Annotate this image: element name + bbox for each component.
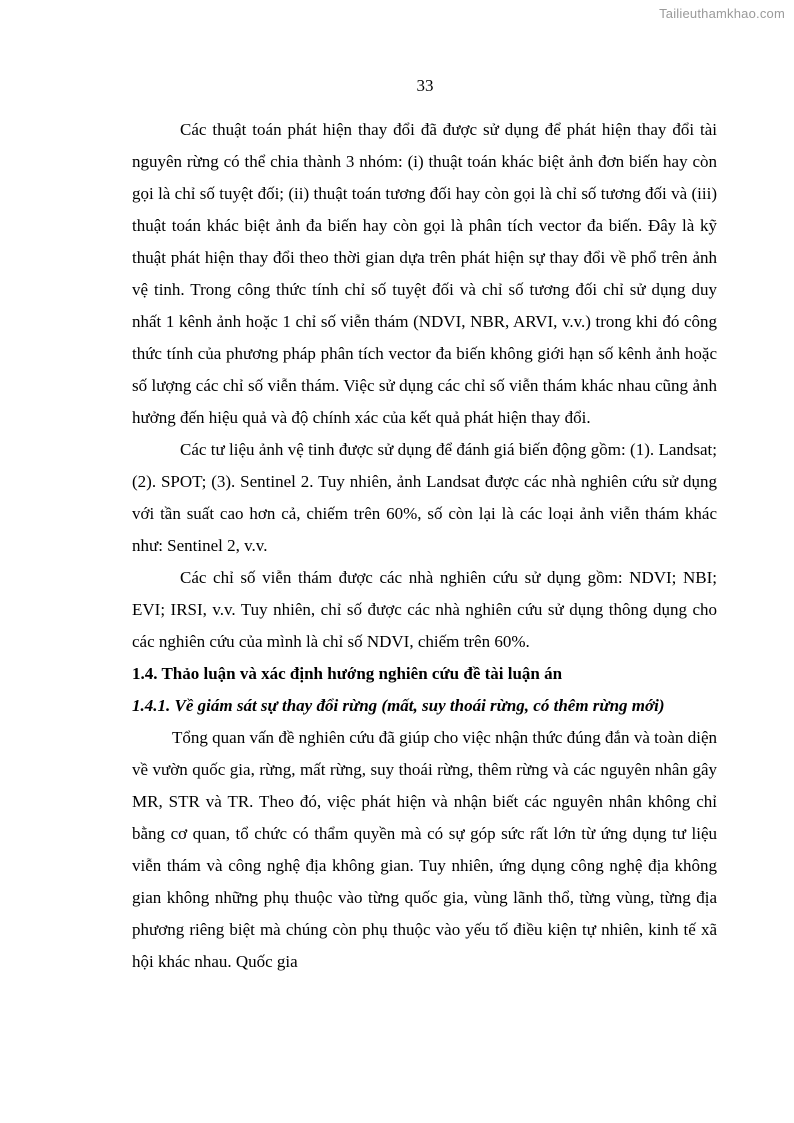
section-heading: 1.4. Thảo luận và xác định hướng nghiên cứu đề tài luận án (132, 664, 563, 683)
paragraph-research-overview: Tổng quan vấn đề nghiên cứu đã giúp cho việc nhận thức đúng đắn và toàn diện về vườn quốc gia, rừng, mất rừng, suy thoái rừng, thêm rừng và các nguyên nhân gây MR, STR và TR. Theo đó, việc phát hiện và nhận biết các nguyên nhân không chỉ bằng cơ quan, tổ chức có thẩm quyền mà có sự góp sức rất lớn từ ứng dụng tư liệu viễn thám và công nghệ địa không gian. Tuy nhiên, ứng dụng công nghệ địa không gian không những phụ thuộc vào từng quốc gia, vùng lãnh thổ, từng vùng, từng địa phương riêng biệt mà chúng còn phụ thuộc vào yếu tố điều kiện tự nhiên, kinh tế xã hội khác nhau. Quốc gia (132, 728, 717, 971)
watermark-text: Tailieuthamkhao.com (659, 6, 785, 21)
page-number: 33 (416, 76, 434, 95)
subsection-heading: 1.4.1. Về giám sát sự thay đổi rừng (mất, suy thoái rừng, có thêm rừng mới) (132, 696, 665, 715)
paragraph-change-detection-algorithms: Các thuật toán phát hiện thay đổi đã được sử dụng để phát hiện thay đổi tài nguyên rừng có thể chia thành 3 nhóm: (i) thuật toán khác biệt ảnh đơn biến hay còn gọi là chỉ số tuyệt đối; (ii) thuật toán tương đối hay còn gọi là chỉ số tương đối và (iii) thuật toán khác biệt ảnh đa biến hay còn gọi là phân tích vector đa biến. Đây là kỹ thuật phát hiện thay đổi theo thời gian dựa trên phát hiện sự thay đổi về phổ trên ảnh vệ tinh. Trong công thức tính chỉ số tuyệt đối và chỉ số tương đối chỉ sử dụng duy nhất 1 kênh ảnh hoặc 1 chỉ số viễn thám (NDVI, NBR, ARVI, v.v.) trong khi đó công thức tính của phương pháp phân tích vector đa biến không giới hạn số kênh ảnh hoặc số lượng các chỉ số viễn thám. Việc sử dụng các chỉ số viễn thám khác nhau cũng ảnh hưởng đến hiệu quả và độ chính xác của kết quả phát hiện thay đổi. (132, 120, 717, 427)
paragraph-satellite-imagery: Các tư liệu ảnh vệ tinh được sử dụng để đánh giá biến động gồm: (1). Landsat; (2). SPOT; (3). Sentinel 2. Tuy nhiên, ảnh Landsat được các nhà nghiên cứu sử dụng với tần suất cao hơn cả, chiếm trên 60%, số còn lại là các loại ảnh viễn thám khác như: Sentinel 2, v.v. (132, 440, 717, 555)
paragraph-remote-sensing-indices: Các chỉ số viễn thám được các nhà nghiên cứu sử dụng gồm: NDVI; NBI; EVI; IRSI, v.v. Tuy nhiên, chỉ số được các nhà nghiên cứu sử dụng thông dụng cho các nghiên cứu của mình là chỉ số NDVI, chiếm trên 60%. (132, 568, 717, 651)
document-body (132, 114, 717, 978)
